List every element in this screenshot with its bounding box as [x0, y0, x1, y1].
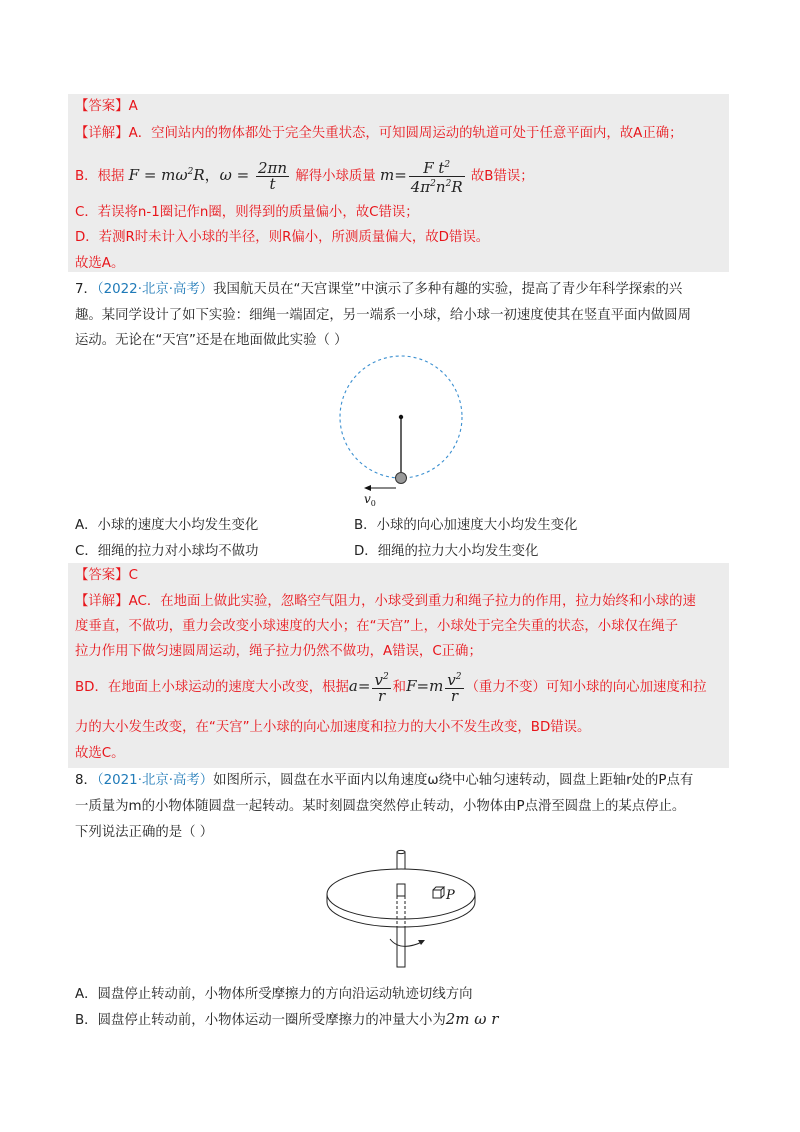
block-label: P	[446, 888, 455, 903]
q6-detail-c: C．若误将n-1圈记作n圈，则得到的质量偏小，故C错误；	[75, 205, 419, 220]
q7-detail-ac-1: 【详解】AC．在地面上做此实验，忽略空气阻力，小球受到重力和绳子拉力的作用，拉力始终和小球的速	[75, 594, 696, 609]
ball	[396, 473, 407, 484]
question-number: 8．	[75, 773, 97, 788]
q8-stem-line1: 8．（2021·北京·高考）如图所示，圆盘在水平面内以角速度ω绕中心轴匀速转动，圆盘上距轴r处的P点有	[75, 773, 694, 788]
q7-option-a[interactable]: A．小球的速度大小均发生变化	[75, 518, 259, 533]
question-source: （2021·北京·高考）	[96, 773, 214, 788]
rotation-arrow	[390, 939, 422, 946]
q7-circle-figure	[330, 350, 470, 510]
question-number: 7．	[75, 282, 97, 297]
question-source: （2022·北京·高考）	[96, 282, 214, 297]
formula-acceleration: a= $\frac{v^2}{r}$	[348, 671, 389, 705]
q7-stem-line3: 运动。无论在“天宫”还是在地面做此实验（ ）	[75, 333, 348, 348]
arrow-head	[364, 485, 371, 491]
detail-label: 【详解】	[75, 126, 129, 141]
q8-stem-line2: 一质量为m的小物体随圆盘一起转动。某时刻圆盘突然停止转动，小物体由P点滑至圆盘上的某点停止。	[75, 799, 686, 814]
q7-detail-ac-3: 拉力作用下做匀速圆周运动，绳子拉力仍然不做功，A错误，C正确；	[75, 644, 482, 659]
q7-detail-bd-2: 力的大小发生改变，在“天宫”上小球的向心加速度和拉力的大小不发生改变，BD错误。	[75, 720, 591, 735]
formula-tension: F=m $\frac{v^2}{r}$	[406, 671, 462, 705]
q6-conclusion: 故选A。	[75, 256, 125, 271]
q7-option-b[interactable]: B．小球的向心加速度大小均发生变化	[354, 518, 578, 533]
formula-mass: m= $\frac{F t^2}{4\pi^2n^2R}$	[379, 158, 463, 196]
q7-option-c[interactable]: C．细绳的拉力对小球均不做功	[75, 544, 259, 559]
q7-detail-bd: BD．在地面上小球运动的速度大小改变，根据a= $\frac{v^2}{r}$ 和F=m $\frac{v^2}{r}$ （重力不变）可知小球的向心加速度和拉	[75, 671, 707, 705]
answer-label: 【答案】	[75, 99, 129, 114]
q6-detail-d: D．若测R时未计入小球的半径，则R偏小，所测质量偏大，故D错误。	[75, 230, 490, 245]
q6-detail-a: 【详解】A．空间站内的物体都处于完全失重状态，可知圆周运动的轨道可处于任意平面内，故A正确；	[75, 126, 683, 141]
q7-option-d[interactable]: D．细绳的拉力大小均发生变化	[354, 544, 539, 559]
q6-answer-line	[75, 97, 138, 117]
q7-detail-ac-2: 度垂直，不做功，重力会改变小球速度的大小；在“天宫”上，小球处于完全失重的状态，小球仅在绳子	[75, 619, 679, 634]
q8-disc-figure	[322, 846, 482, 971]
q8-option-b[interactable]: B．圆盘停止转动前，小物体运动一圈所受摩擦力的冲量大小为2m ω r	[75, 1010, 499, 1028]
q6-detail-b: B．根据 $F = m\omega^2R$，ω = $\frac{2\pi n}{t}$ 解得小球质量 m= $\frac{F t^2}{4\pi^2n^2R}$ 故B错误；	[75, 158, 534, 196]
answer-value: A	[128, 99, 138, 114]
q8-stem-line3: 下列说法正确的是（ ）	[75, 825, 214, 840]
q7-stem-line1: 7．（2022·北京·高考）我国航天员在“天宫课堂”中演示了多种有趣的实验，提高了青少年科学探索的兴	[75, 282, 683, 297]
q7-conclusion: 故选C。	[75, 746, 125, 761]
shaft-bottom	[397, 927, 405, 967]
q7-answer-line: 【答案】C	[75, 568, 138, 583]
q8-option-a[interactable]: A．圆盘停止转动前，小物体所受摩擦力的方向沿运动轨迹切线方向	[75, 987, 473, 1002]
formula-force: $F = m\omega^2R$，ω = $\frac{2\pi n}{t}$	[128, 158, 288, 193]
q7-stem-line2: 趣。某同学设计了如下实验：细绳一端固定，另一端系一小球，给小球一初速度使其在竖直平面内做圆周	[75, 308, 691, 323]
velocity-label: $v_0$	[364, 492, 376, 508]
